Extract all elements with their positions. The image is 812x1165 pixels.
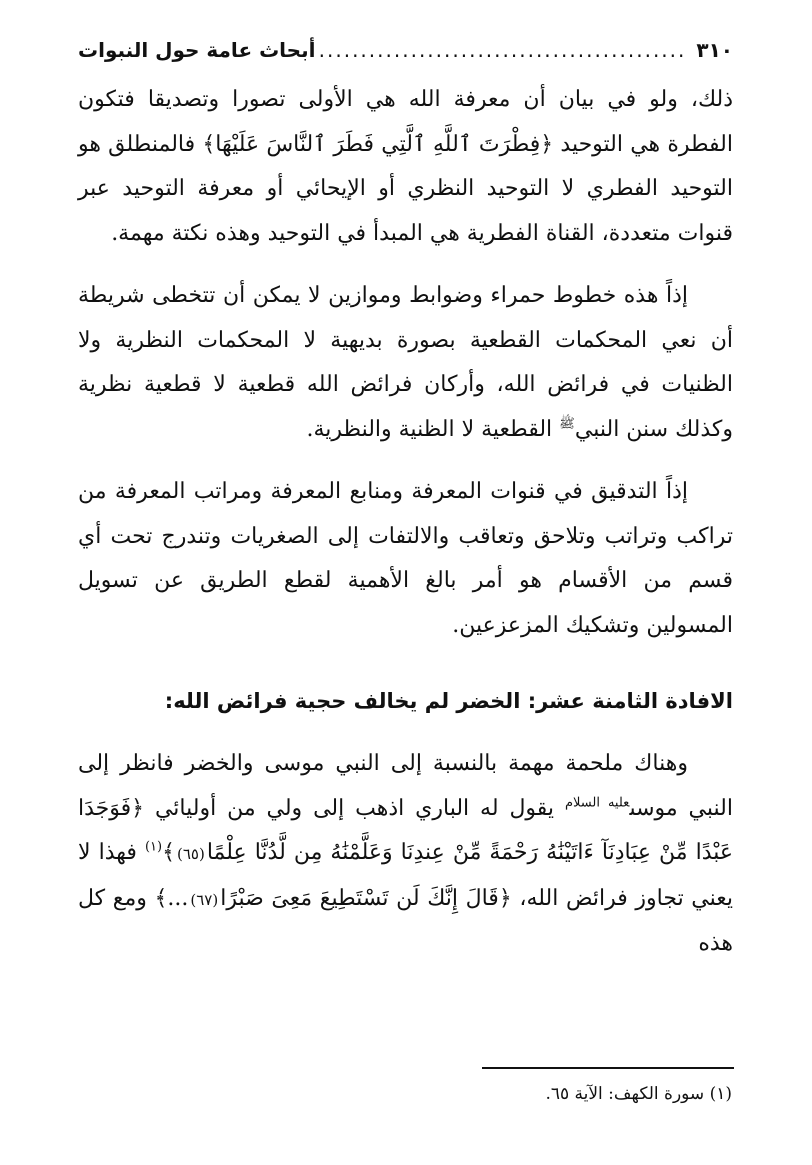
quran-close-bracket: ﴾ — [154, 885, 168, 911]
honorific-prophet: ﷺ — [559, 416, 575, 432]
quran-open-bracket: ﴿ — [498, 885, 512, 911]
running-title: أبحاث عامة حول النبوات — [78, 38, 316, 62]
paragraph-3-text: إذاً التدقيق في قنوات المعرفة ومنابع المعرفة ومراتب المعرفة من تراكب وتراتب وتلاحق وتعاقب والالتفات إلى الصغريات وتندرج تحت أي قسم من الأقسام هو أمر بالغ الأهمية لقطع الطريق عن تسويل المسولين وتشكيك المزعزعين. — [78, 479, 733, 638]
honorific-musa: عليه السلام — [564, 795, 630, 811]
quran-close-bracket: ﴾ — [202, 131, 216, 157]
quran-verse-fitrah: فِطْرَتَ ٱللَّهِ ٱلَّتِي فَطَرَ ٱلنَّاسَ عَلَيْهَا — [215, 131, 541, 157]
paragraph-1-text: ذلك، ولو في بيان أن معرفة الله هي الأولى تصورا وتصديقا فتكون الفطرة هي التوحيد — [78, 87, 733, 157]
ayah-number-67: (٦٧) — [190, 890, 219, 909]
page — [78, 38, 733, 985]
paragraph-2 — [78, 274, 733, 452]
paragraph-3 — [78, 470, 733, 648]
quran-verse-kahf-65: فَوَجَدَا عَبْدًا مِّنْ عِبَادِنَآ ءَاتَيْنَٰهُ رَحْمَةً مِّنْ عِندِنَا وَعَلَّمْنَٰهُ مِن لَّدُنَّا عِلْمًا — [78, 795, 734, 865]
paragraph-2-text-a: إذاً هذه خطوط حمراء وضوابط وموازين لا يمكن أن تتخطى شريطة أن نعي المحكمات القطعية بصورة بديهية لا المحكمات النظرية ولا الظنيات في فرائض الله، وأركان فرائض الله قطعية لا قطعية نظرية وكذلك سنن النبي — [78, 283, 733, 442]
paragraph-2-text-b: القطعية لا الظنية والنظرية. — [306, 416, 553, 442]
section-paragraph — [78, 742, 733, 967]
section-text-c: فهذا لا يعني تجاوز فرائض الله، — [78, 840, 734, 911]
quran-verse-kahf-67: قَالَ إِنَّكَ لَن تَسْتَطِيعَ مَعِىَ صَبْرًا — [220, 885, 499, 911]
quran-close-bracket: ﴾ — [162, 840, 175, 865]
footnote-reference[interactable]: (١) — [144, 839, 163, 855]
page-number: ٣١٠ — [696, 38, 733, 62]
ellipsis: ... — [167, 885, 189, 911]
footnote: (١) سورة الكهف: الآية ٦٥. — [545, 1084, 732, 1104]
section-text-a: وهناك ملحمة مهمة بالنسبة إلى النبي موسى والخضر فانظر إلى النبي موسى — [78, 751, 733, 821]
section-text-b: يقول له الباري اذهب إلى ولي من أوليائي — [154, 795, 555, 821]
header-leader-dots — [315, 38, 696, 62]
paragraph-1 — [78, 78, 733, 256]
footnote-divider — [482, 1067, 734, 1069]
section-title: الافادة الثامنة عشر: الخضر لم يخالف حجية فرائض الله: — [164, 689, 733, 713]
running-header — [78, 38, 733, 74]
quran-open-bracket: ﴿ — [540, 131, 554, 157]
ayah-number-65: (٦٥) — [177, 845, 205, 863]
paragraph-1-rest: فالمنطلق هو التوحيد الفطري لا التوحيد النظري أو الإيحائي أو معرفة التوحيد عبر قنوات متعددة، القناة الفطرية هي المبدأ في التوحيد وهذه نكتة مهمة. — [78, 131, 733, 246]
section-text-d: ومع كل هذه — [78, 885, 733, 956]
quran-open-bracket: ﴿ — [131, 795, 145, 821]
